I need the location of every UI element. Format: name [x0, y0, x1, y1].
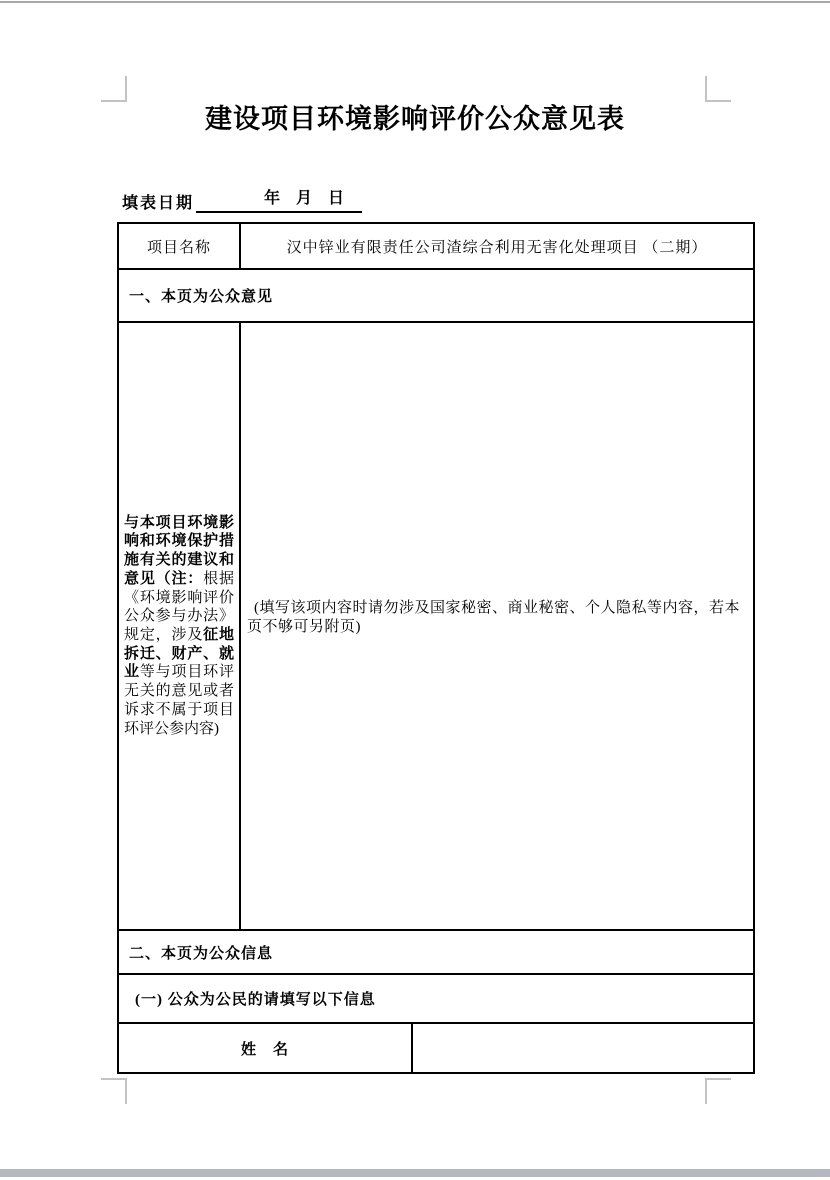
- margin-crop-mark-bottom-left: [101, 1078, 127, 1104]
- opinion-row: [118, 322, 754, 930]
- opinion-label-cell: [118, 322, 240, 930]
- fill-date-label: 填表日期: [122, 195, 195, 212]
- name-label: 姓 名: [118, 1023, 412, 1073]
- fill-date-blank[interactable]: 年 月 日: [196, 185, 362, 213]
- section1-heading: 一、本页为公众意见: [118, 269, 754, 322]
- subsection1-heading-row: [118, 974, 754, 1023]
- project-name-row: [118, 223, 754, 269]
- opinion-confidentiality-note: (填写该项内容时请勿涉及国家秘密、商业秘密、个人隐私等内容，若本页不够可另附页): [247, 600, 740, 635]
- form-title: 建设项目环境影响评价公众意见表: [205, 104, 625, 134]
- project-name-value[interactable]: 汉中锌业有限责任公司渣综合利用无害化处理项目 （二期）: [240, 223, 754, 269]
- name-row: [118, 1023, 754, 1073]
- opinion-label-segment: 等与项目环评无关的意见或者诉求不属于项目环评公参内容): [124, 664, 234, 737]
- opinion-label-segment: 征地拆迁、财产、就业: [124, 627, 234, 681]
- page-top-edge: [0, 1, 830, 3]
- public-opinion-form-table: [117, 222, 755, 1074]
- opinion-label-segment: 注：: [171, 570, 204, 587]
- margin-crop-mark-bottom-right: [705, 1078, 731, 1104]
- project-name-label: 项目名称: [118, 223, 240, 269]
- name-input-cell[interactable]: [412, 1023, 754, 1073]
- opinion-input-cell[interactable]: [240, 322, 754, 930]
- section2-heading: 二、本页为公众信息: [118, 930, 754, 974]
- opinion-label-segment: 根据《环境影响评价公众参与办法》规定，涉及: [124, 570, 234, 643]
- fill-date-line: [122, 185, 362, 213]
- section1-heading-row: [118, 269, 754, 322]
- opinion-label-segment: 与本项目环境影响和环境保护措施有关的建议和意见（: [124, 514, 234, 587]
- section2-heading-row: [118, 930, 754, 974]
- page-bottom-edge: [0, 1169, 830, 1177]
- subsection1-heading: (一) 公众为公民的请填写以下信息: [118, 974, 754, 1023]
